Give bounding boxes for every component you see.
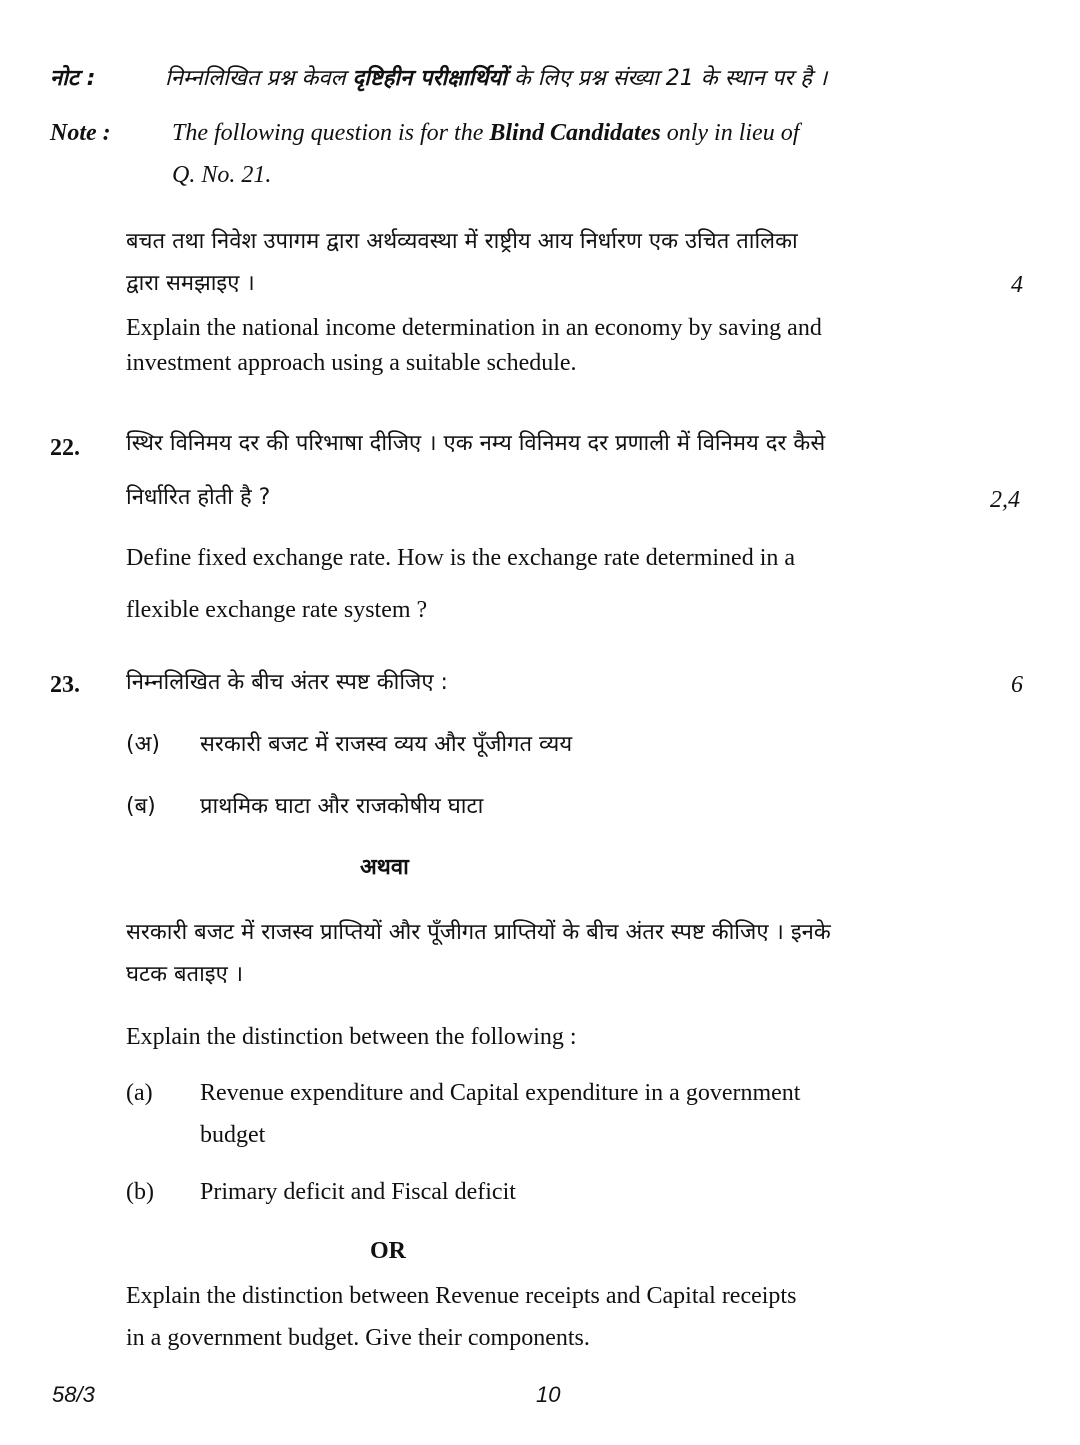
blind-q-hindi-line2: द्वारा समझाइए ।: [126, 271, 255, 296]
page-number: 10: [536, 1382, 561, 1407]
q23-number: 23.: [50, 672, 80, 698]
note-english-bold: Blind Candidates: [489, 120, 661, 146]
q23-hindi-alt-line2: घटक बताइए ।: [126, 962, 244, 987]
q23-hindi-alt-line1: सरकारी बजट में राजस्व प्राप्तियों और पूँजीगत प्राप्तियों के बीच अंतर स्पष्ट कीजिए । इनके: [126, 920, 831, 945]
q23-english-alt-line2: in a government budget. Give their components.: [126, 1325, 590, 1351]
q22-english-line2: flexible exchange rate system ?: [126, 597, 428, 623]
q23-marks: 6: [1011, 672, 1023, 698]
q22-english-line1: Define fixed exchange rate. How is the exchange rate determined in a: [126, 545, 796, 571]
q23-hindi-a: सरकारी बजट में राजस्व व्यय और पूँजीगत व्यय: [200, 732, 573, 757]
note-english-label: Note :: [50, 120, 111, 146]
note-english-pre: The following question is for the: [172, 120, 490, 146]
note-hindi-post: के लिए प्रश्न संख्या 21 के स्थान पर है ।: [506, 66, 828, 91]
q23-english-a-line2: budget: [200, 1122, 266, 1148]
q23-hindi-b-label: (ब): [126, 794, 156, 819]
q23-english-or: OR: [370, 1238, 406, 1264]
q23-hindi-or: अथवा: [360, 855, 409, 880]
q23-english-b: Primary deficit and Fiscal deficit: [200, 1179, 516, 1205]
note-hindi-text: [165, 68, 827, 90]
q22-hindi-line1: स्थिर विनिमय दर की परिभाषा दीजिए । एक नम्य विनिमय दर प्रणाली में विनिमय दर कैसे: [126, 431, 826, 456]
note-hindi-bold: दृष्टिहीन परीक्षार्थियों: [352, 66, 507, 91]
q23-hindi-b: प्राथमिक घाटा और राजकोषीय घाटा: [200, 794, 484, 819]
note-english-post: only in lieu of: [660, 120, 800, 146]
q23-english-alt-line1: Explain the distinction between Revenue receipts and Capital receipts: [126, 1283, 797, 1309]
paper-code: 58/3: [52, 1382, 95, 1407]
blind-q-hindi-line1: बचत तथा निवेश उपागम द्वारा अर्थव्यवस्था में राष्ट्रीय आय निर्धारण एक उचित तालिका: [126, 229, 798, 254]
q22-hindi-line2: निर्धारित होती है ?: [126, 485, 271, 510]
note-hindi-pre: निम्नलिखित प्रश्न केवल: [165, 66, 353, 91]
q23-hindi-a-label: (अ): [126, 732, 160, 757]
q23-hindi-intro: निम्नलिखित के बीच अंतर स्पष्ट कीजिए :: [126, 670, 448, 695]
q23-english-intro: Explain the distinction between the following :: [126, 1024, 577, 1050]
q22-number: 22.: [50, 435, 80, 461]
q23-english-a-line1: Revenue expenditure and Capital expenditure in a government: [200, 1080, 801, 1106]
q23-english-b-label: (b): [126, 1179, 154, 1205]
note-english-line2: Q. No. 21.: [172, 162, 272, 188]
blind-q-marks: 4: [1011, 272, 1023, 298]
blind-q-english-line2: investment approach using a suitable schedule.: [126, 350, 577, 376]
note-hindi-label: नोट :: [50, 66, 96, 91]
q23-english-a-label: (a): [126, 1080, 153, 1106]
note-english-text: [172, 121, 799, 145]
blind-q-english-line1: Explain the national income determination in an economy by saving and: [126, 315, 822, 341]
q22-marks: 2,4: [990, 487, 1020, 513]
